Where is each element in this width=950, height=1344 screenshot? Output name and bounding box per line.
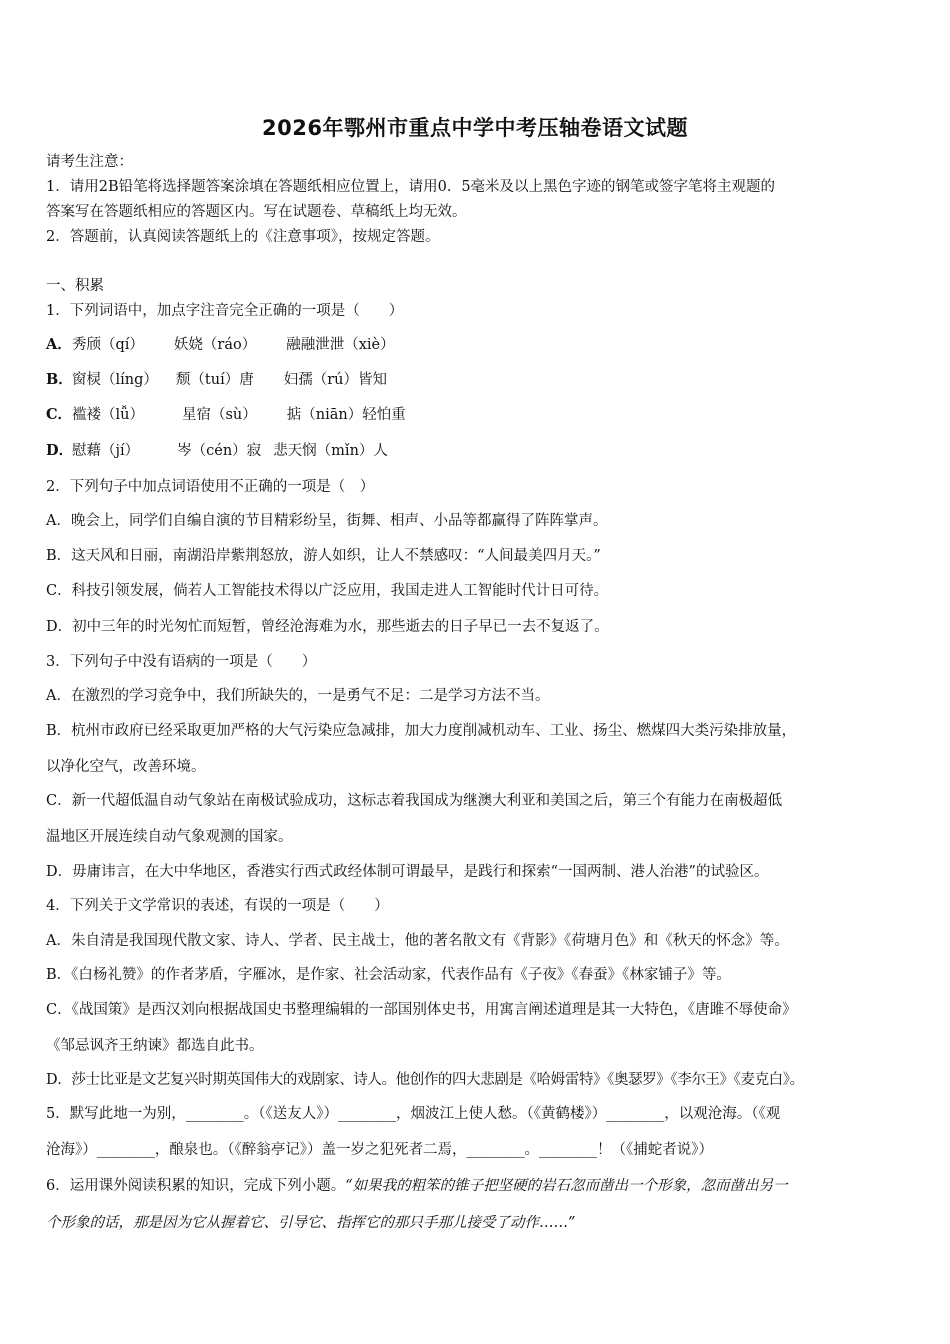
notice-line-2: 2．答题前，认真阅读答题纸上的《注意事项》，按规定答题。 <box>46 229 440 245</box>
word: 窗棂（líng） <box>72 372 158 388</box>
word: 慰藉（jí） <box>72 443 140 459</box>
q5-line2: 沧海》）________，酿泉也。（《醉翁亭记》）盖一岁之犯死者二焉，________。________！（《捕蛇者说》） <box>46 1142 713 1158</box>
word: 悲天悯（mǐn）人 <box>273 443 388 459</box>
q4-option-d: D．莎士比亚是文艺复兴时期英国伟大的戏剧家、诗人。他创作的四大悲剧是《哈姆雷特》《奥瑟罗》《李尔王》《麦克白》。 <box>46 1072 804 1088</box>
q3-option-c-line2: 温地区开展连续自动气象观测的国家。 <box>46 829 293 845</box>
q6-line1 <box>46 1176 916 1196</box>
q3-option-d: D．毋庸讳言，在大中华地区，香港实行西式政经体制可谓最早，是践行和探索“一国两制、港人治港”的试验区。 <box>46 864 769 880</box>
q3-option-a: A．在激烈的学习竞争中，我们所缺失的，一是勇气不足：二是学习方法不当。 <box>46 688 550 704</box>
q5-line1: 5．默写此地一为别，________。（《送友人》）________，烟波江上使人愁。（《黄鹤楼》）________，以观沧海。（《观 <box>46 1106 781 1122</box>
q2-option-b: B．这天风和日丽，南湖沿岸紫荆怒放，游人如织，让人不禁感叹：“人间最美四月天。” <box>46 548 601 564</box>
q1-option-c <box>46 405 916 425</box>
q6-instruction: 6．运用课外阅读积累的知识，完成下列小题。 <box>46 1178 346 1194</box>
word: 星宿（sù） <box>181 407 257 423</box>
q6-line2: 个形象的话，那是因为它从握着它、引导它、指挥它的那只手那儿接受了动作……” <box>46 1215 576 1231</box>
word: 妖娆（ráo） <box>173 337 257 353</box>
word: 秀颀（qí） <box>72 337 144 353</box>
notice-heading: 请考生注意： <box>46 154 133 170</box>
q3-option-c-line1: C．新一代超低温自动气象站在南极试验成功，这标志着我国成为继澳大利亚和美国之后，第三个有能力在南极超低 <box>46 793 783 809</box>
q2-option-d: D．初中三年的时光匆忙而短暂，曾经沧海难为水，那些逝去的日子早已一去不复返了。 <box>46 619 609 635</box>
q3-stem: 3．下列句子中没有语病的一项是（ ） <box>46 654 317 670</box>
option-label: C． <box>46 406 73 423</box>
q1-stem: 1．下列词语中，加点字注音完全正确的一项是（ ） <box>46 303 404 319</box>
word: 妇孺（rú）皆知 <box>283 372 387 388</box>
page-title: 2026年鄂州市重点中学中考压轴卷语文试题 <box>262 116 688 140</box>
word: 掂（niān）轻怕重 <box>286 407 406 423</box>
q4-option-c-line2: 《邹忌讽齐王纳谏》都选自此书。 <box>46 1038 264 1054</box>
q4-option-b: B．《白杨礼赞》的作者茅盾，字雁冰，是作家、社会活动家，代表作品有《子夜》《春蚕》《林家铺子》等。 <box>46 967 731 983</box>
q4-option-c-line1: C．《战国策》是西汉刘向根据战国史书整理编辑的一部国别体史书，用寓言阐述道理是其一大特色，《唐雎不辱使命》 <box>46 1002 797 1018</box>
option-label: A． <box>46 336 72 353</box>
option-label: B． <box>46 371 73 388</box>
q4-option-a: A．朱自清是我国现代散文家、诗人、学者、民主战士，他的著名散文有《背影》《荷塘月色》和《秋天的怀念》等。 <box>46 933 789 949</box>
q3-option-b-line2: 以净化空气，改善环境。 <box>46 759 206 775</box>
q1-option-b <box>46 370 916 390</box>
section-heading: 一、积累 <box>46 278 104 294</box>
word: 融融泄泄（xiè） <box>286 337 395 353</box>
option-label: D． <box>46 442 74 459</box>
q4-stem: 4．下列关于文学常识的表述，有误的一项是（ ） <box>46 898 389 914</box>
q2-stem: 2．下列句子中加点词语使用不正确的一项是（ ） <box>46 479 375 495</box>
q6-quote: “如果我的粗笨的锥子把坚硬的岩石忽而凿出一个形象，忽而凿出另一 <box>345 1178 788 1194</box>
notice-line-1a: 1．请用2B铅笔将选择题答案涂填在答题纸相应位置上，请用0．5毫米及以上黑色字迹的钢笔或签字笔将主观题的 <box>46 179 776 195</box>
q1-option-a <box>46 335 916 355</box>
q1-option-d <box>46 441 916 461</box>
q2-option-a: A．晚会上，同学们自编自演的节目精彩纷呈，街舞、相声、小品等都赢得了阵阵掌声。 <box>46 513 608 529</box>
q2-option-c: C．科技引领发展，倘若人工智能技术得以广泛应用，我国走进人工智能时代计日可待。 <box>46 583 609 599</box>
notice-line-1b: 答案写在答题纸相应的答题区内。写在试题卷、草稿纸上均无效。 <box>46 204 467 220</box>
word: 褴褛（lǚ） <box>72 407 144 423</box>
q3-option-b-line1: B．杭州市政府已经采取更加严格的大气污染应急减排，加大力度削减机动车、工业、扬尘、燃煤四大类污染排放量， <box>46 723 797 739</box>
word: 颓（tuí）唐 <box>175 372 254 388</box>
word: 岑（cén）寂 <box>177 443 262 459</box>
